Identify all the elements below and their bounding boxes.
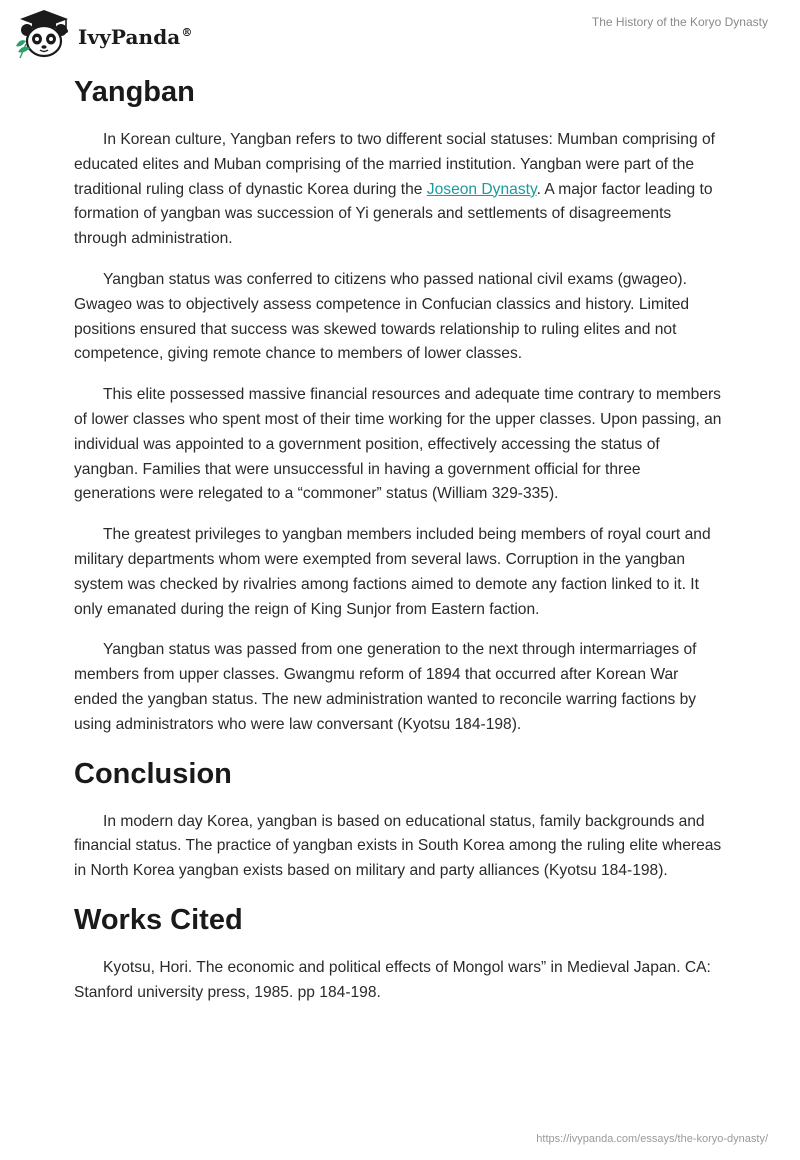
paragraph: This elite possessed massive financial resources and adequate time contrary to members of lower classes who spent most of their time working for the upper classes. Upon passing, an individual was appointed to a government position, effectively accessing the status of yangban. Families that were unsuccessful in having a government official for three generations were relegated to a “commoner” status (William 329-335).	[74, 386, 722, 503]
section-heading-works-cited: Works Cited	[74, 903, 243, 936]
joseon-dynasty-link[interactable]: Joseon Dynasty	[426, 180, 537, 198]
paragraph: In modern day Korea, yangban is based on educational status, family backgrounds and financial status. The practice of yangban exists in South Korea among the ruling elite whereas in North Korea yangban exists based on military and party alliances (Kyotsu 184-198).	[74, 812, 722, 880]
citation-entry: Kyotsu, Hori. The economic and political effects of Mongol wars” in Medieval Japan. CA: Stanford university press, 1985. pp 184-198.	[74, 958, 711, 1001]
section-heading-yangban: Yangban	[74, 76, 195, 108]
section-heading-conclusion: Conclusion	[74, 757, 232, 790]
paragraph: Yangban status was conferred to citizens who passed national civil exams (gwageo). Gwageo was to objectively assess competence in Confucian classics and history. Limited positions ensured that success was skewed towards relationship to ruling elites and not competence, giving remote chance to members of lower classes.	[74, 270, 690, 363]
brand-logo[interactable]	[14, 8, 192, 60]
brand-name: IvyPanda®	[78, 25, 193, 49]
paragraph: In Korean culture, Yangban refers to two different social statuses: Mumban comprising of educated elites and Muban comprising of the married institution. Yangban were part of the traditional ruling class of dynastic Korea during the Joseon Dynasty. A major factor leading to formation of yangban was succession of Yi generals and settlements of disagreements through administration.	[74, 131, 715, 248]
paragraph: The greatest privileges to yangban members included being members of royal court and military departments whom were exempted from several laws. Corruption in the yangban system was checked by rivalries among factions aimed to demote any faction linked to it. It only emanated during the reign of King Sunjor from Eastern faction.	[74, 526, 711, 618]
document-title: The History of the Koryo Dynasty	[591, 15, 768, 29]
page-header	[0, 0, 800, 70]
essay-content	[74, 72, 724, 1022]
source-url: https://ivypanda.com/essays/the-koryo-dynasty/	[536, 1133, 768, 1145]
paragraph: Yangban status was passed from one generation to the next through intermarriages of members from upper classes. Gwangmu reform of 1894 that occurred after Korean War ended the yangban status. The new administration wanted to reconcile warring factions by using administrators who were law conversant (Kyotsu 184-198).	[74, 641, 697, 733]
panda-logo-icon	[14, 8, 74, 60]
